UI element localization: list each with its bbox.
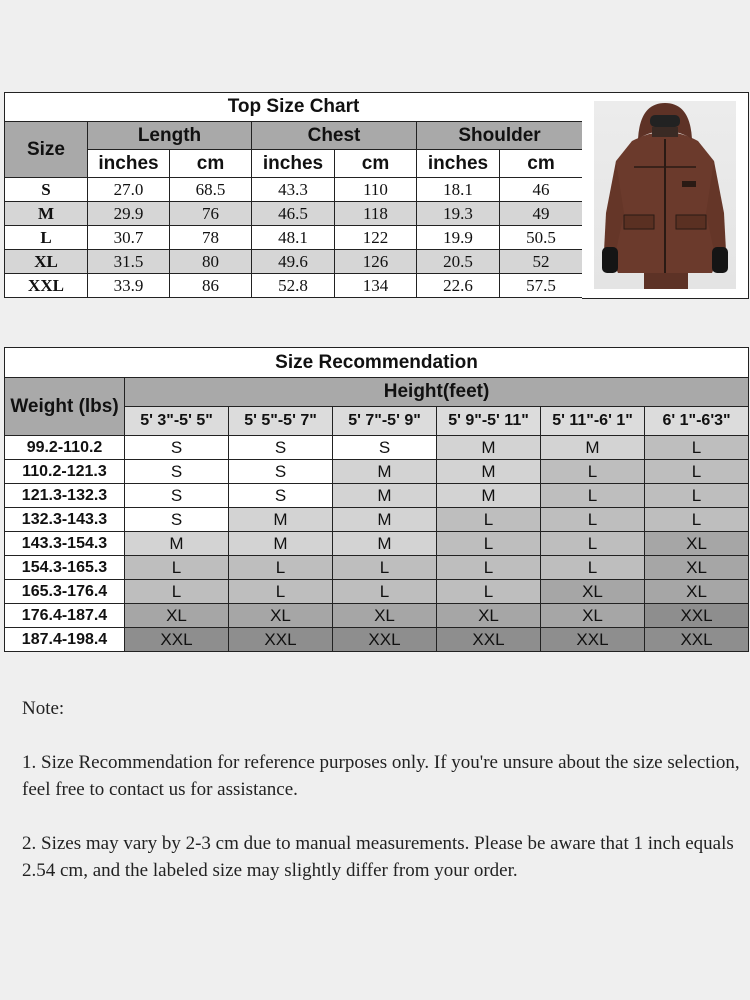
- size-row: [5, 226, 583, 250]
- measurement-cell: 68.5: [170, 178, 252, 202]
- recommended-size: XL: [541, 604, 645, 628]
- recommended-size: XXL: [645, 604, 749, 628]
- measurement-cell: 76: [170, 202, 252, 226]
- recommended-size: XXL: [437, 628, 541, 652]
- recommended-size: M: [333, 532, 437, 556]
- recommended-size: S: [229, 460, 333, 484]
- recommended-size: M: [333, 484, 437, 508]
- measurement-cell: 49: [500, 202, 583, 226]
- unit-header: cm: [335, 150, 417, 178]
- recommended-size: L: [645, 460, 749, 484]
- size-label: L: [5, 226, 88, 250]
- recommended-size: XL: [645, 556, 749, 580]
- weight-range: 154.3-165.3: [5, 556, 125, 580]
- weight-range: 143.3-154.3: [5, 532, 125, 556]
- recommended-size: M: [541, 436, 645, 460]
- recommended-size: M: [437, 484, 541, 508]
- product-photo: [594, 101, 736, 289]
- recommended-size: XL: [333, 604, 437, 628]
- hooded-jacket-model-icon: [594, 101, 736, 289]
- recommended-size: L: [229, 580, 333, 604]
- size-label: M: [5, 202, 88, 226]
- height-range-header: 5' 3"-5' 5": [125, 407, 229, 436]
- recommended-size: L: [437, 556, 541, 580]
- recommended-size: L: [645, 436, 749, 460]
- size-row: [5, 202, 583, 226]
- recommended-size: XXL: [229, 628, 333, 652]
- recommended-size: M: [125, 532, 229, 556]
- recommended-size: L: [541, 460, 645, 484]
- measurement-cell: 43.3: [252, 178, 335, 202]
- height-range-header: 5' 11"-6' 1": [541, 407, 645, 436]
- recommended-size: L: [541, 508, 645, 532]
- height-range-header: 5' 7"-5' 9": [333, 407, 437, 436]
- measurement-cell: 31.5: [88, 250, 170, 274]
- chest-header: Chest: [252, 122, 417, 150]
- recommended-size: S: [333, 436, 437, 460]
- measurement-cell: 52.8: [252, 274, 335, 298]
- recommended-size: XL: [645, 532, 749, 556]
- notes-title: Note:: [22, 698, 65, 719]
- note-item: 2. Sizes may vary by 2-3 cm due to manual measurements. Please be aware that 1 inch equals 2.54 cm, and the labeled size may slightly differ from your order.: [22, 833, 734, 881]
- measurement-cell: 57.5: [500, 274, 583, 298]
- weight-range: 110.2-121.3: [5, 460, 125, 484]
- weight-column-header: Weight (lbs): [5, 378, 125, 436]
- measurement-cell: 30.7: [88, 226, 170, 250]
- measurement-cell: 19.3: [417, 202, 500, 226]
- recommended-size: L: [333, 580, 437, 604]
- size-recommendation-table: [4, 347, 749, 652]
- recommended-size: XL: [645, 580, 749, 604]
- weight-range: 176.4-187.4: [5, 604, 125, 628]
- recommendation-row: [5, 436, 749, 460]
- unit-header: inches: [417, 150, 500, 178]
- recommended-size: S: [229, 436, 333, 460]
- unit-header: cm: [500, 150, 583, 178]
- unit-header: inches: [252, 150, 335, 178]
- recommended-size: L: [333, 556, 437, 580]
- recommended-size: XXL: [541, 628, 645, 652]
- measurement-cell: 78: [170, 226, 252, 250]
- recommended-size: M: [437, 436, 541, 460]
- recommendation-row: [5, 580, 749, 604]
- weight-range: 132.3-143.3: [5, 508, 125, 532]
- recommendation-row: [5, 556, 749, 580]
- measurement-cell: 126: [335, 250, 417, 274]
- recommended-size: XL: [125, 604, 229, 628]
- recommended-size: L: [541, 532, 645, 556]
- size-label: S: [5, 178, 88, 202]
- recommended-size: S: [229, 484, 333, 508]
- length-header: Length: [88, 122, 252, 150]
- measurement-cell: 80: [170, 250, 252, 274]
- measurement-cell: 18.1: [417, 178, 500, 202]
- recommended-size: S: [125, 460, 229, 484]
- recommended-size: L: [541, 484, 645, 508]
- notes-section: [22, 695, 742, 884]
- recommended-size: L: [437, 532, 541, 556]
- measurement-cell: 20.5: [417, 250, 500, 274]
- height-range-header: 5' 9"-5' 11": [437, 407, 541, 436]
- recommended-size: L: [437, 580, 541, 604]
- weight-range: 99.2-110.2: [5, 436, 125, 460]
- measurement-cell: 110: [335, 178, 417, 202]
- measurement-cell: 46: [500, 178, 583, 202]
- recommendation-row: [5, 628, 749, 652]
- measurement-cell: 33.9: [88, 274, 170, 298]
- recommendation-row: [5, 484, 749, 508]
- recommended-size: M: [333, 460, 437, 484]
- measurement-cell: 29.9: [88, 202, 170, 226]
- recommended-size: XXL: [333, 628, 437, 652]
- recommended-size: L: [645, 508, 749, 532]
- height-range-header: 5' 5"-5' 7": [229, 407, 333, 436]
- unit-header: cm: [170, 150, 252, 178]
- shoulder-header: Shoulder: [417, 122, 583, 150]
- recommended-size: XXL: [125, 628, 229, 652]
- measurement-cell: 118: [335, 202, 417, 226]
- recommendation-row: [5, 508, 749, 532]
- measurement-cell: 134: [335, 274, 417, 298]
- recommended-size: L: [645, 484, 749, 508]
- measurement-cell: 122: [335, 226, 417, 250]
- recommended-size: XL: [541, 580, 645, 604]
- recommended-size: L: [437, 508, 541, 532]
- recommended-size: XL: [437, 604, 541, 628]
- size-column-header: Size: [5, 122, 88, 178]
- measurement-cell: 50.5: [500, 226, 583, 250]
- recommendation-title: Size Recommendation: [5, 348, 749, 378]
- measurement-cell: 27.0: [88, 178, 170, 202]
- recommended-size: M: [437, 460, 541, 484]
- recommended-size: L: [125, 556, 229, 580]
- measurement-cell: 52: [500, 250, 583, 274]
- recommended-size: M: [333, 508, 437, 532]
- weight-range: 187.4-198.4: [5, 628, 125, 652]
- recommended-size: XXL: [645, 628, 749, 652]
- size-row: [5, 274, 583, 298]
- recommended-size: M: [229, 532, 333, 556]
- size-label: XXL: [5, 274, 88, 298]
- top-size-chart: [4, 92, 748, 299]
- size-row: [5, 178, 583, 202]
- weight-range: 121.3-132.3: [5, 484, 125, 508]
- measurement-cell: 49.6: [252, 250, 335, 274]
- height-range-header: 6' 1"-6'3": [645, 407, 749, 436]
- measurement-cell: 46.5: [252, 202, 335, 226]
- measurement-cell: 22.6: [417, 274, 500, 298]
- size-label: XL: [5, 250, 88, 274]
- unit-header: inches: [88, 150, 170, 178]
- recommended-size: S: [125, 508, 229, 532]
- product-photo-frame: [582, 92, 749, 299]
- recommendation-row: [5, 604, 749, 628]
- note-item: 1. Size Recommendation for reference purposes only. If you're unsure about the size selection, feel free to contact us for assistance.: [22, 752, 740, 800]
- measurement-cell: 48.1: [252, 226, 335, 250]
- recommended-size: XL: [229, 604, 333, 628]
- recommendation-row: [5, 532, 749, 556]
- weight-range: 165.3-176.4: [5, 580, 125, 604]
- measurement-cell: 19.9: [417, 226, 500, 250]
- recommended-size: S: [125, 436, 229, 460]
- measurement-cell: 86: [170, 274, 252, 298]
- top-chart-title: Top Size Chart: [5, 93, 583, 122]
- height-header: Height(feet): [125, 378, 749, 407]
- top-size-table: [4, 92, 583, 298]
- recommended-size: S: [125, 484, 229, 508]
- recommended-size: L: [229, 556, 333, 580]
- recommended-size: M: [229, 508, 333, 532]
- recommended-size: L: [125, 580, 229, 604]
- recommended-size: L: [541, 556, 645, 580]
- size-row: [5, 250, 583, 274]
- recommendation-row: [5, 460, 749, 484]
